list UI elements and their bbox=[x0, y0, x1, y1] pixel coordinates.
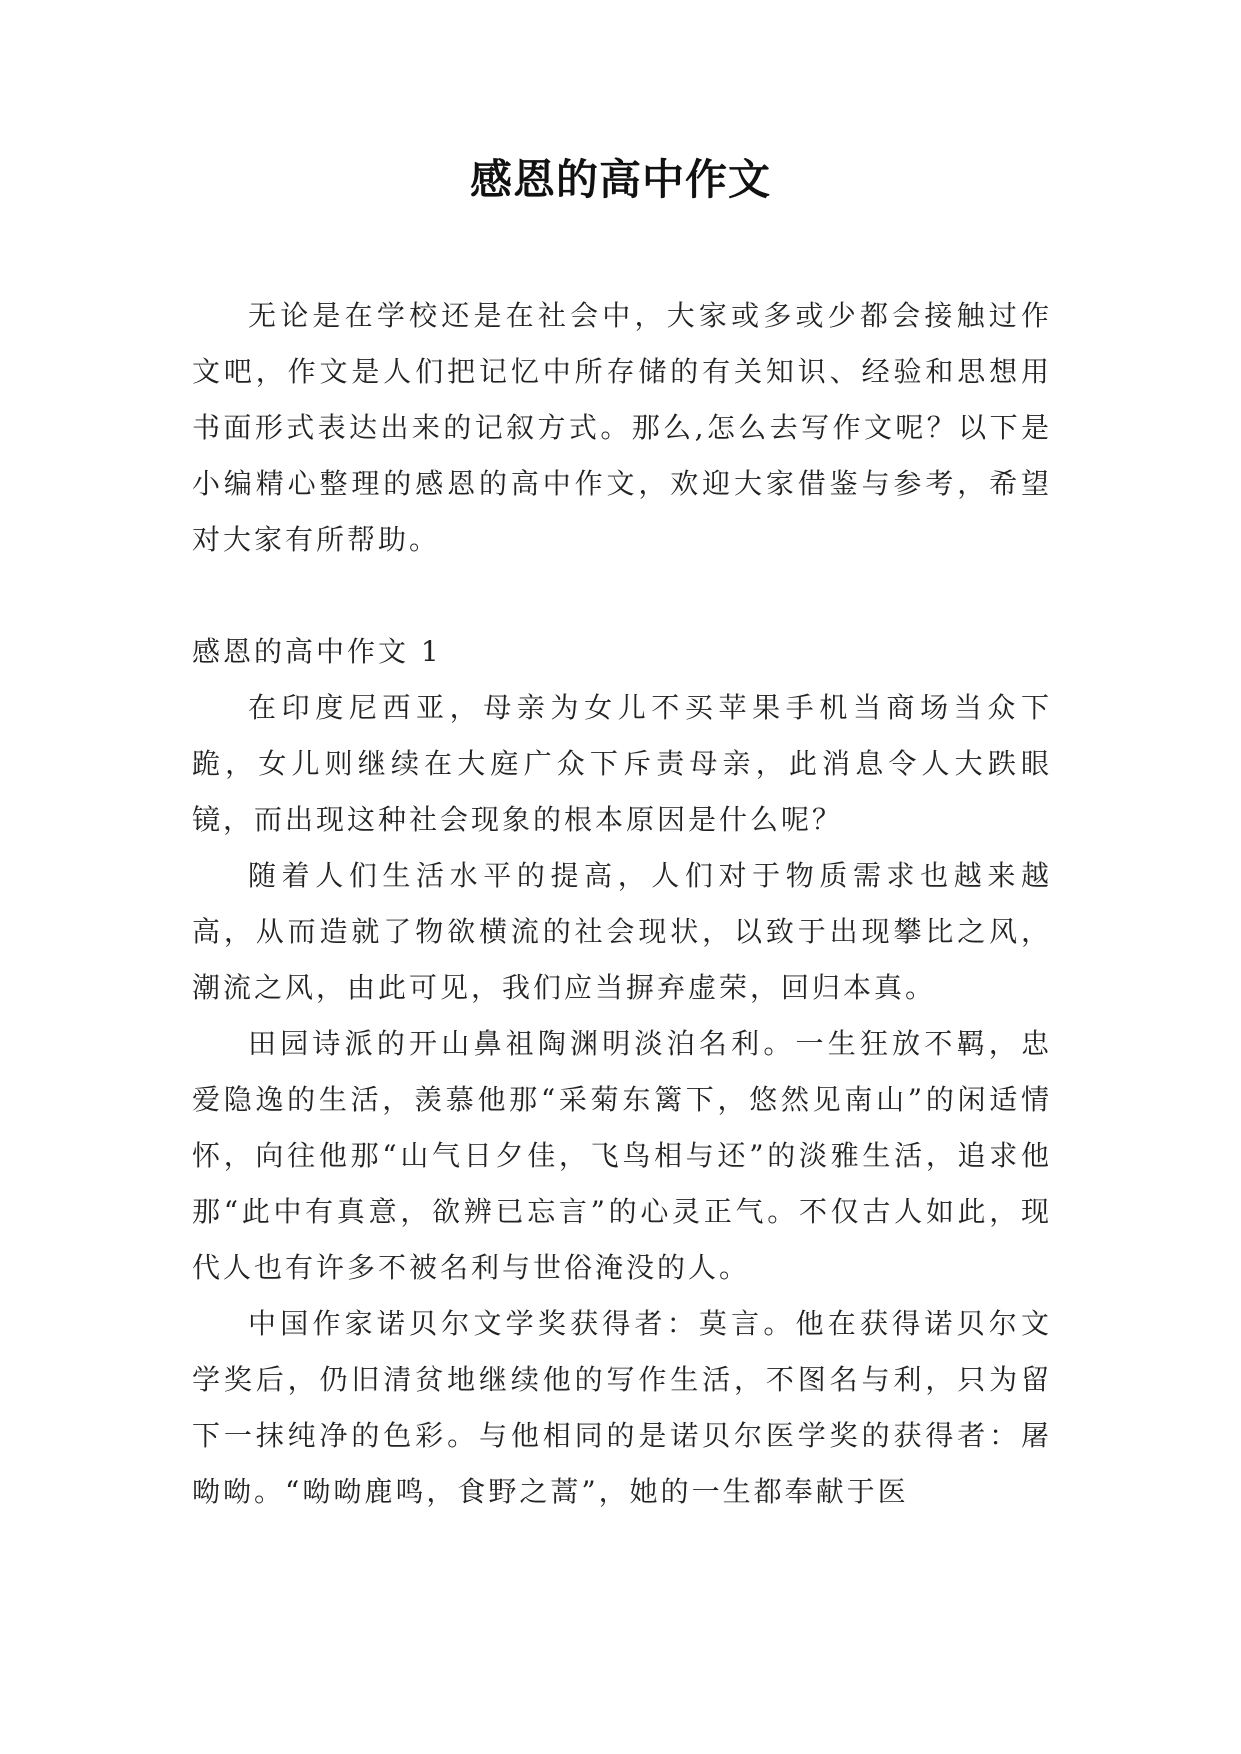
body-paragraph-2: 随着人们生活水平的提高，人们对于物质需求也越来越高，从而造就了物欲横流的社会现状，以致于出现攀比之风，潮流之风，由此可见，我们应当摒弃虚荣，回归本真。 bbox=[192, 859, 1052, 1004]
document-body bbox=[192, 288, 1052, 1520]
section-heading: 感恩的高中作文 1 bbox=[192, 635, 442, 668]
paragraph-spacer bbox=[192, 568, 1052, 624]
body-paragraph-3: 田园诗派的开山鼻祖陶渊明淡泊名利。一生狂放不羁，忠爱隐逸的生活，羡慕他那“采菊东篱下，悠然见南山”的闲适情怀，向往他那“山气日夕佳，飞鸟相与还”的淡雅生活，追求他那“此中有真意，欲辨已忘言”的心灵正气。不仅古人如此，现代人也有许多不被名利与世俗淹没的人。 bbox=[192, 1027, 1052, 1284]
document-title: 感恩的高中作文 bbox=[469, 155, 771, 204]
intro-paragraph: 无论是在学校还是在社会中，大家或多或少都会接触过作文吧，作文是人们把记忆中所存储的有关知识、经验和思想用书面形式表达出来的记叙方式。那么,怎么去写作文呢？以下是小编精心整理的感恩的高中作文，欢迎大家借鉴与参考，希望对大家有所帮助。 bbox=[192, 299, 1052, 556]
body-paragraph-1: 在印度尼西亚，母亲为女儿不买苹果手机当商场当众下跪，女儿则继续在大庭广众下斥责母亲，此消息令人大跌眼镜，而出现这种社会现象的根本原因是什么呢？ bbox=[192, 691, 1052, 836]
body-paragraph-4: 中国作家诺贝尔文学奖获得者：莫言。他在获得诺贝尔文学奖后，仍旧清贫地继续他的写作生活，不图名与利，只为留下一抹纯净的色彩。与他相同的是诺贝尔医学奖的获得者：屠呦呦。“呦呦鹿鸣，食野之蒿”，她的一生都奉献于医 bbox=[192, 1307, 1052, 1508]
